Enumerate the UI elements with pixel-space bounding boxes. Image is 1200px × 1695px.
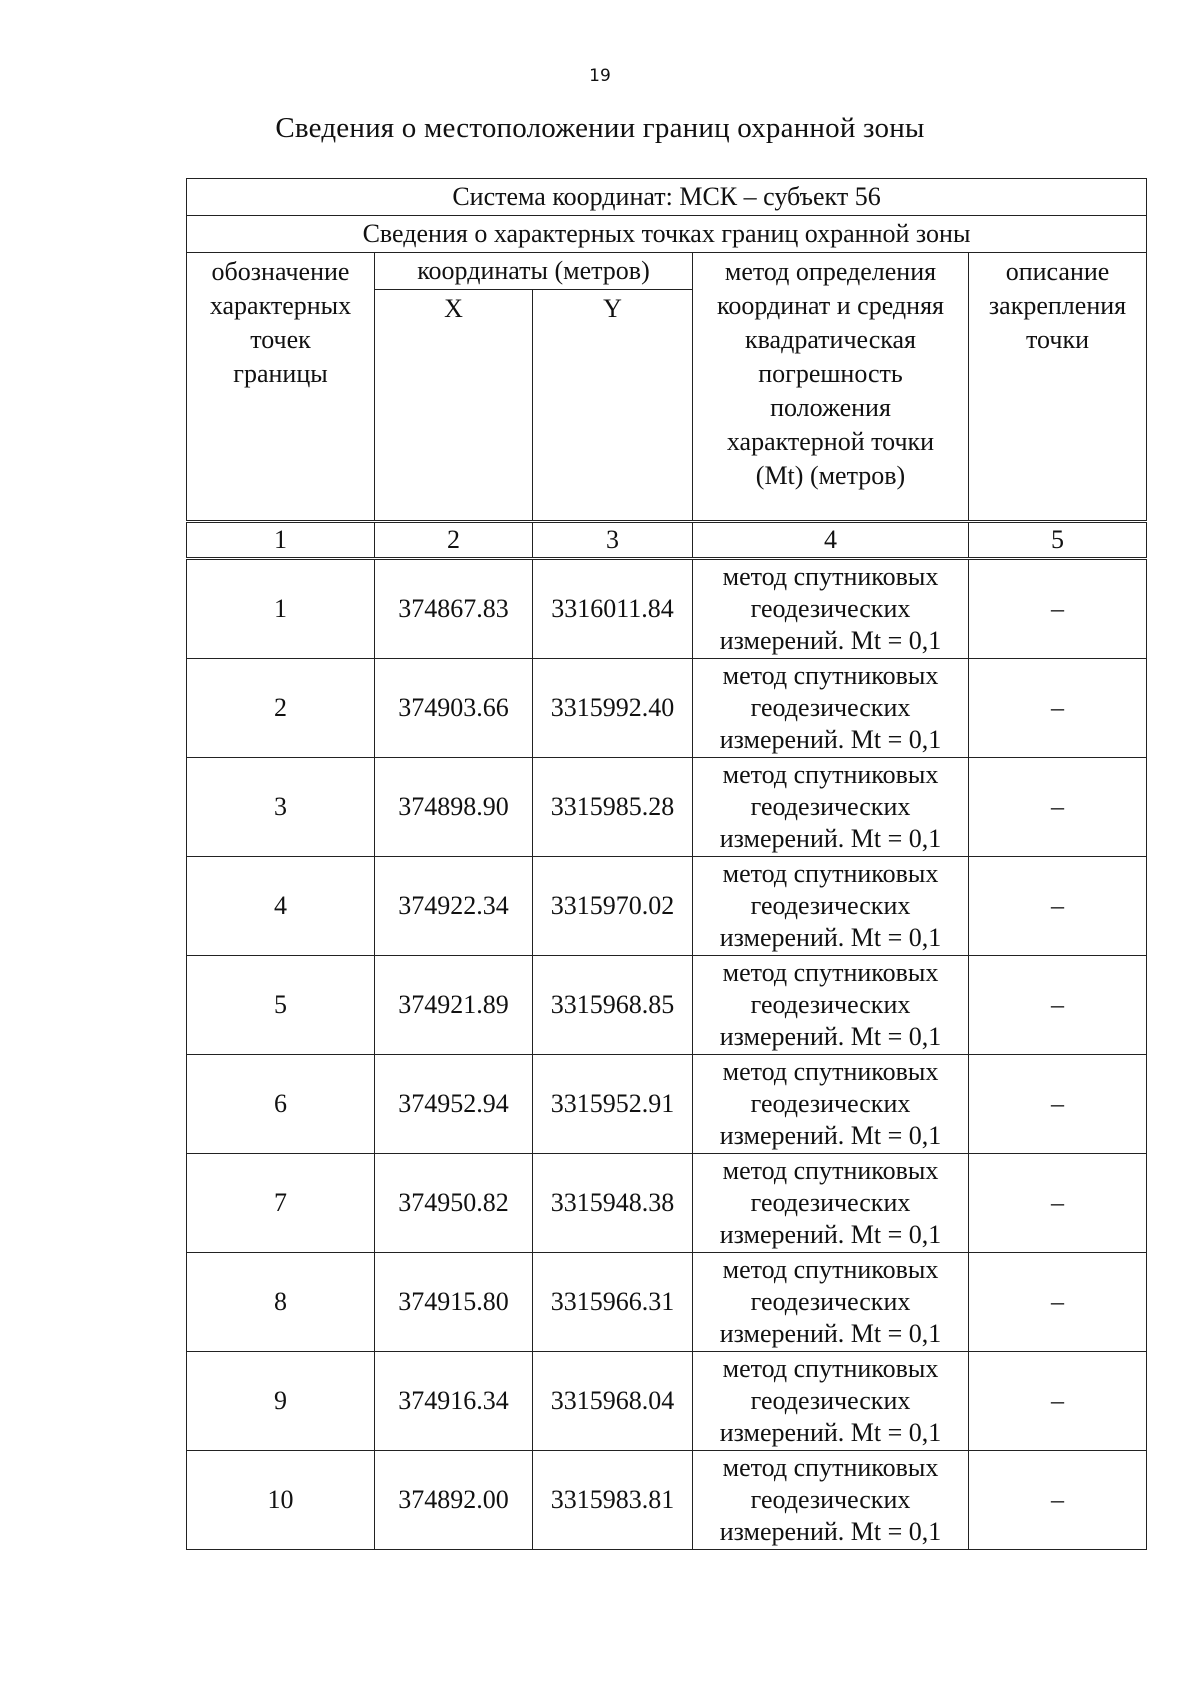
- table-row: [187, 857, 1147, 956]
- boundary-points-table: [186, 178, 1147, 1550]
- method-line: геодезических: [750, 891, 911, 920]
- method-line: измерений. Mt = 0,1: [719, 1121, 942, 1150]
- fixing-description-cell: –: [969, 559, 1147, 659]
- fixing-description-cell: –: [969, 1253, 1147, 1352]
- method-line: геодезических: [750, 1386, 911, 1415]
- table-row: [187, 956, 1147, 1055]
- method-line: метод спутниковых: [722, 1057, 939, 1086]
- x-coordinate-cell: 374952.94: [375, 1055, 533, 1154]
- x-coordinate-cell: 374950.82: [375, 1154, 533, 1253]
- point-number-cell: 10: [187, 1451, 375, 1550]
- page-number: 19: [589, 66, 611, 86]
- points-info-header: Сведения о характерных точках границ охранной зоны: [187, 216, 1147, 253]
- x-coordinate-cell: 374915.80: [375, 1253, 533, 1352]
- method-line: метод спутниковых: [722, 1453, 939, 1482]
- point-number-cell: 5: [187, 956, 375, 1055]
- point-number-cell: 1: [187, 559, 375, 659]
- document-title: Сведения о местоположении границ охранной зоны: [275, 112, 925, 144]
- point-number-cell: 3: [187, 758, 375, 857]
- column-number: 5: [969, 522, 1147, 559]
- y-coordinate-cell: 3315952.91: [533, 1055, 693, 1154]
- method-cell: [693, 1253, 969, 1352]
- method-line: метод спутниковых: [722, 562, 939, 591]
- fixing-description-cell: –: [969, 1451, 1147, 1550]
- point-number-cell: 2: [187, 659, 375, 758]
- x-coordinate-cell: 374916.34: [375, 1352, 533, 1451]
- x-coordinate-cell: 374892.00: [375, 1451, 533, 1550]
- y-coordinate-cell: 3315985.28: [533, 758, 693, 857]
- method-line: метод спутниковых: [722, 760, 939, 789]
- method-line: геодезических: [750, 792, 911, 821]
- method-line: метод спутниковых: [722, 1354, 939, 1383]
- table-row: [187, 559, 1147, 659]
- y-coordinate-cell: 3315968.04: [533, 1352, 693, 1451]
- method-line: измерений. Mt = 0,1: [719, 626, 942, 655]
- coordinate-system-header: Система координат: МСК – субъект 56: [187, 179, 1147, 216]
- point-number-cell: 7: [187, 1154, 375, 1253]
- method-line: метод спутниковых: [722, 859, 939, 888]
- fixing-description-cell: –: [969, 956, 1147, 1055]
- column-number: 1: [187, 522, 375, 559]
- y-coordinate-cell: 3315992.40: [533, 659, 693, 758]
- x-coordinate-cell: 374898.90: [375, 758, 533, 857]
- method-line: метод спутниковых: [722, 661, 939, 690]
- x-coordinate-cell: 374921.89: [375, 956, 533, 1055]
- method-cell: [693, 1154, 969, 1253]
- header-point-designation: обозначение характерных точек границы: [187, 253, 375, 522]
- method-line: измерений. Mt = 0,1: [719, 1319, 942, 1348]
- table-row: [187, 1055, 1147, 1154]
- header-x: X: [375, 290, 533, 522]
- x-coordinate-cell: 374922.34: [375, 857, 533, 956]
- method-line: геодезических: [750, 1287, 911, 1316]
- table-row: [187, 659, 1147, 758]
- point-number-cell: 9: [187, 1352, 375, 1451]
- fixing-description-cell: –: [969, 857, 1147, 956]
- fixing-description-cell: –: [969, 1352, 1147, 1451]
- method-line: геодезических: [750, 594, 911, 623]
- method-cell: [693, 1055, 969, 1154]
- y-coordinate-cell: 3315966.31: [533, 1253, 693, 1352]
- method-line: измерений. Mt = 0,1: [719, 824, 942, 853]
- method-line: измерений. Mt = 0,1: [719, 923, 942, 952]
- method-line: геодезических: [750, 1485, 911, 1514]
- point-number-cell: 6: [187, 1055, 375, 1154]
- method-line: метод спутниковых: [722, 1156, 939, 1185]
- header-fixing-description: описание закрепления точки: [969, 253, 1147, 522]
- method-line: геодезических: [750, 990, 911, 1019]
- method-line: метод спутниковых: [722, 1255, 939, 1284]
- method-cell: [693, 559, 969, 659]
- point-number-cell: 4: [187, 857, 375, 956]
- column-number: 3: [533, 522, 693, 559]
- method-line: измерений. Mt = 0,1: [719, 1418, 942, 1447]
- table-row: [187, 1154, 1147, 1253]
- fixing-description-cell: –: [969, 1055, 1147, 1154]
- header-coordinates: координаты (метров): [375, 253, 693, 290]
- column-number: 2: [375, 522, 533, 559]
- method-line: измерений. Mt = 0,1: [719, 1022, 942, 1051]
- x-coordinate-cell: 374867.83: [375, 559, 533, 659]
- method-line: геодезических: [750, 693, 911, 722]
- header-method: метод определения координат и средняя квадратическая погрешность положения характерной точки (Mt) (метров): [693, 253, 969, 522]
- method-cell: [693, 1451, 969, 1550]
- x-coordinate-cell: 374903.66: [375, 659, 533, 758]
- fixing-description-cell: –: [969, 1154, 1147, 1253]
- method-cell: [693, 1352, 969, 1451]
- y-coordinate-cell: 3315970.02: [533, 857, 693, 956]
- fixing-description-cell: –: [969, 758, 1147, 857]
- method-line: измерений. Mt = 0,1: [719, 1517, 942, 1546]
- table-row: [187, 1253, 1147, 1352]
- method-line: геодезических: [750, 1188, 911, 1217]
- point-number-cell: 8: [187, 1253, 375, 1352]
- y-coordinate-cell: 3315983.81: [533, 1451, 693, 1550]
- table-row: [187, 758, 1147, 857]
- column-numbers-row: [187, 522, 1147, 559]
- method-line: измерений. Mt = 0,1: [719, 725, 942, 754]
- method-cell: [693, 659, 969, 758]
- y-coordinate-cell: 3315948.38: [533, 1154, 693, 1253]
- method-cell: [693, 857, 969, 956]
- column-number: 4: [693, 522, 969, 559]
- table-row: [187, 1352, 1147, 1451]
- method-line: геодезических: [750, 1089, 911, 1118]
- y-coordinate-cell: 3316011.84: [533, 559, 693, 659]
- method-cell: [693, 758, 969, 857]
- method-cell: [693, 956, 969, 1055]
- method-line: измерений. Mt = 0,1: [719, 1220, 942, 1249]
- y-coordinate-cell: 3315968.85: [533, 956, 693, 1055]
- fixing-description-cell: –: [969, 659, 1147, 758]
- method-line: метод спутниковых: [722, 958, 939, 987]
- header-y: Y: [533, 290, 693, 522]
- table-row: [187, 1451, 1147, 1550]
